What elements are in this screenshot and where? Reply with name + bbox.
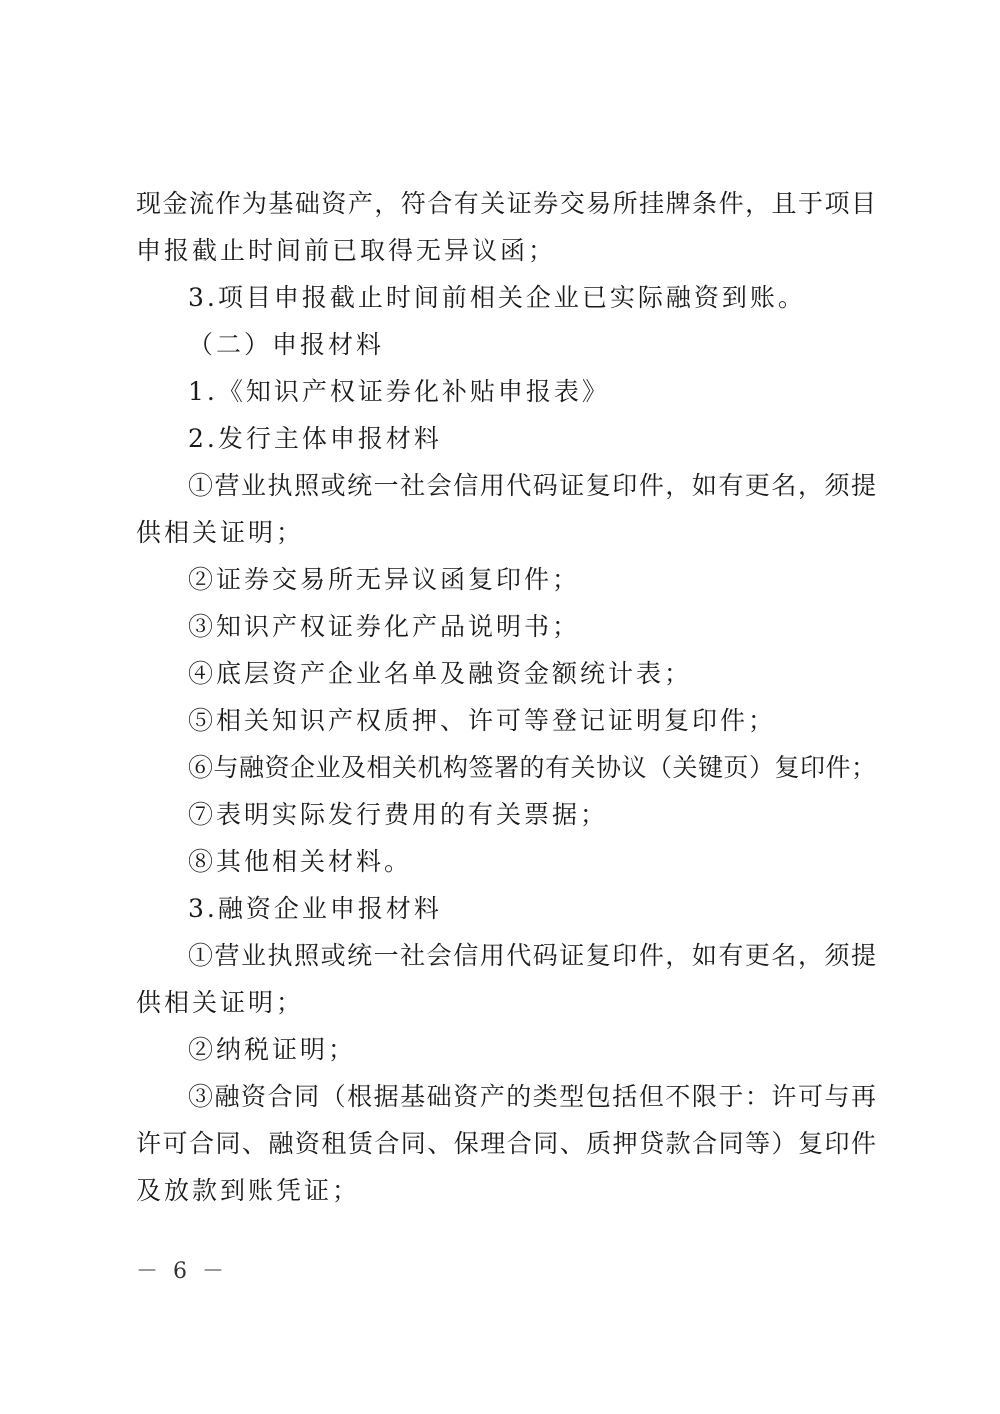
list-item: ①营业执照或统一社会信用代码证复印件，如有更名，须提: [188, 471, 876, 500]
list-item: ②纳税证明；: [188, 1035, 357, 1064]
list-item: ③融资合同（根据基础资产的类型包括但不限于：许可与再: [188, 1082, 876, 1111]
list-item: ⑥与融资企业及相关机构签署的有关协议（关键页）复印件；: [188, 753, 876, 782]
page-number: － 6 －: [136, 1259, 228, 1284]
list-item: 3.融资企业申报材料: [188, 894, 442, 923]
list-item: ③知识产权证券化产品说明书；: [188, 612, 581, 641]
list-item-continuation: 供相关证明；: [136, 988, 305, 1017]
paragraph-line: 3.项目申报截止时间前相关企业已实际融资到账。: [188, 283, 806, 312]
section-heading: （二）申报材料: [188, 330, 385, 359]
list-item-continuation: 供相关证明；: [136, 518, 305, 547]
list-item: 1.《知识产权证券化补贴申报表》: [188, 377, 610, 406]
list-item: ⑤相关知识产权质押、许可等登记证明复印件；: [188, 706, 777, 735]
list-item: 2.发行主体申报材料: [188, 424, 442, 453]
list-item: ②证券交易所无异议函复印件；: [188, 565, 581, 594]
list-item-continuation: 及放款到账凭证；: [136, 1176, 361, 1205]
list-item-continuation: 许可合同、融资租赁合同、保理合同、质押贷款合同等）复印件: [136, 1129, 876, 1158]
list-item: ⑦表明实际发行费用的有关票据；: [188, 800, 609, 829]
list-item: ⑧其他相关材料。: [188, 847, 413, 876]
body-text: [136, 180, 876, 1214]
list-item: ④底层资产企业名单及融资金额统计表；: [188, 659, 693, 688]
paragraph-line: 现金流作为基础资产，符合有关证券交易所挂牌条件，且于项目: [136, 189, 876, 218]
list-item: ①营业执照或统一社会信用代码证复印件，如有更名，须提: [188, 941, 876, 970]
paragraph-line: 申报截止时间前已取得无异议函；: [136, 236, 557, 265]
